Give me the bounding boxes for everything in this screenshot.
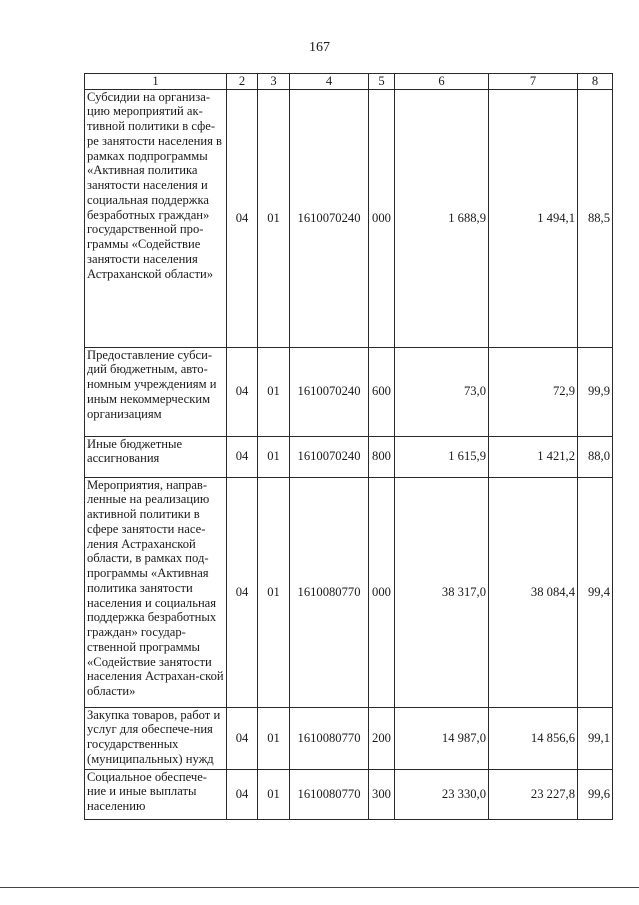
row-name-cell: Мероприятия, направ-ленные на реализацию активной политики в сфере занятости насе-ления Астраханской области, в рамках под-программы «Активная политика занятости населения и социальная поддержка безработных граждан» государ-ственной программы «Содействие занятости населения Астрахан-ской области»: [85, 477, 227, 707]
actual-amount-cell: 23 227,8: [489, 769, 578, 819]
expense-type-cell: 000: [369, 89, 395, 347]
percent-cell: 99,1: [578, 707, 613, 769]
table-row: [85, 477, 613, 707]
subsection-cell: 01: [258, 769, 290, 819]
planned-amount-cell: 38 317,0: [395, 477, 489, 707]
table-row: [85, 707, 613, 769]
planned-amount-cell: 23 330,0: [395, 769, 489, 819]
section-cell: 04: [227, 89, 258, 347]
header-cell-3: 3: [258, 74, 290, 90]
actual-amount-cell: 1 421,2: [489, 436, 578, 477]
percent-cell: 99,4: [578, 477, 613, 707]
target-article-cell: 1610080770: [290, 769, 369, 819]
expense-type-cell: 200: [369, 707, 395, 769]
expense-type-cell: 300: [369, 769, 395, 819]
bottom-rule: [0, 887, 639, 888]
actual-amount-cell: 1 494,1: [489, 89, 578, 347]
header-cell-4: 4: [290, 74, 369, 90]
percent-cell: 88,0: [578, 436, 613, 477]
subsection-cell: 01: [258, 347, 290, 436]
page-number: 167: [309, 40, 330, 55]
expense-type-cell: 000: [369, 477, 395, 707]
header-cell-2: 2: [227, 74, 258, 90]
row-name-cell: Иные бюджетные ассигнования: [85, 436, 227, 477]
expense-type-cell: 800: [369, 436, 395, 477]
section-cell: 04: [227, 707, 258, 769]
percent-cell: 99,6: [578, 769, 613, 819]
target-article-cell: 1610070240: [290, 89, 369, 347]
actual-amount-cell: 14 856,6: [489, 707, 578, 769]
planned-amount-cell: 1 615,9: [395, 436, 489, 477]
header-cell-6: 6: [395, 74, 489, 90]
actual-amount-cell: 38 084,4: [489, 477, 578, 707]
section-cell: 04: [227, 436, 258, 477]
percent-cell: 99,9: [578, 347, 613, 436]
table-row: [85, 89, 613, 347]
header-cell-1: 1: [85, 74, 227, 90]
expense-type-cell: 600: [369, 347, 395, 436]
header-cell-7: 7: [489, 74, 578, 90]
target-article-cell: 1610070240: [290, 436, 369, 477]
subsection-cell: 01: [258, 436, 290, 477]
target-article-cell: 1610070240: [290, 347, 369, 436]
target-article-cell: 1610080770: [290, 707, 369, 769]
header-cell-5: 5: [369, 74, 395, 90]
budget-table: [84, 73, 613, 820]
target-article-cell: 1610080770: [290, 477, 369, 707]
percent-cell: 88,5: [578, 89, 613, 347]
subsection-cell: 01: [258, 707, 290, 769]
section-cell: 04: [227, 347, 258, 436]
table-row: [85, 769, 613, 819]
row-name-cell: Предоставление субси-дий бюджетным, авто-номным учреждениям и иным некоммерческим организациям: [85, 347, 227, 436]
planned-amount-cell: 14 987,0: [395, 707, 489, 769]
section-cell: 04: [227, 477, 258, 707]
table-row: [85, 347, 613, 436]
row-name-cell: Субсидии на организа-цию мероприятий ак-тивной политики в сфе-ре занятости населения в рамках подпрограммы «Активная политика занятости населения и социальная поддержка безработных граждан» государственной про-граммы «Содействие занятости населения Астраханской области»: [85, 89, 227, 347]
planned-amount-cell: 73,0: [395, 347, 489, 436]
row-name-cell: Закупка товаров, работ и услуг для обеспече-ния государственных (муниципальных) нужд: [85, 707, 227, 769]
section-cell: 04: [227, 769, 258, 819]
header-row: [85, 74, 613, 90]
actual-amount-cell: 72,9: [489, 347, 578, 436]
header-cell-8: 8: [578, 74, 613, 90]
subsection-cell: 01: [258, 477, 290, 707]
row-name-cell: Социальное обеспече-ние и иные выплаты населению: [85, 769, 227, 819]
planned-amount-cell: 1 688,9: [395, 89, 489, 347]
subsection-cell: 01: [258, 89, 290, 347]
table-row: [85, 436, 613, 477]
